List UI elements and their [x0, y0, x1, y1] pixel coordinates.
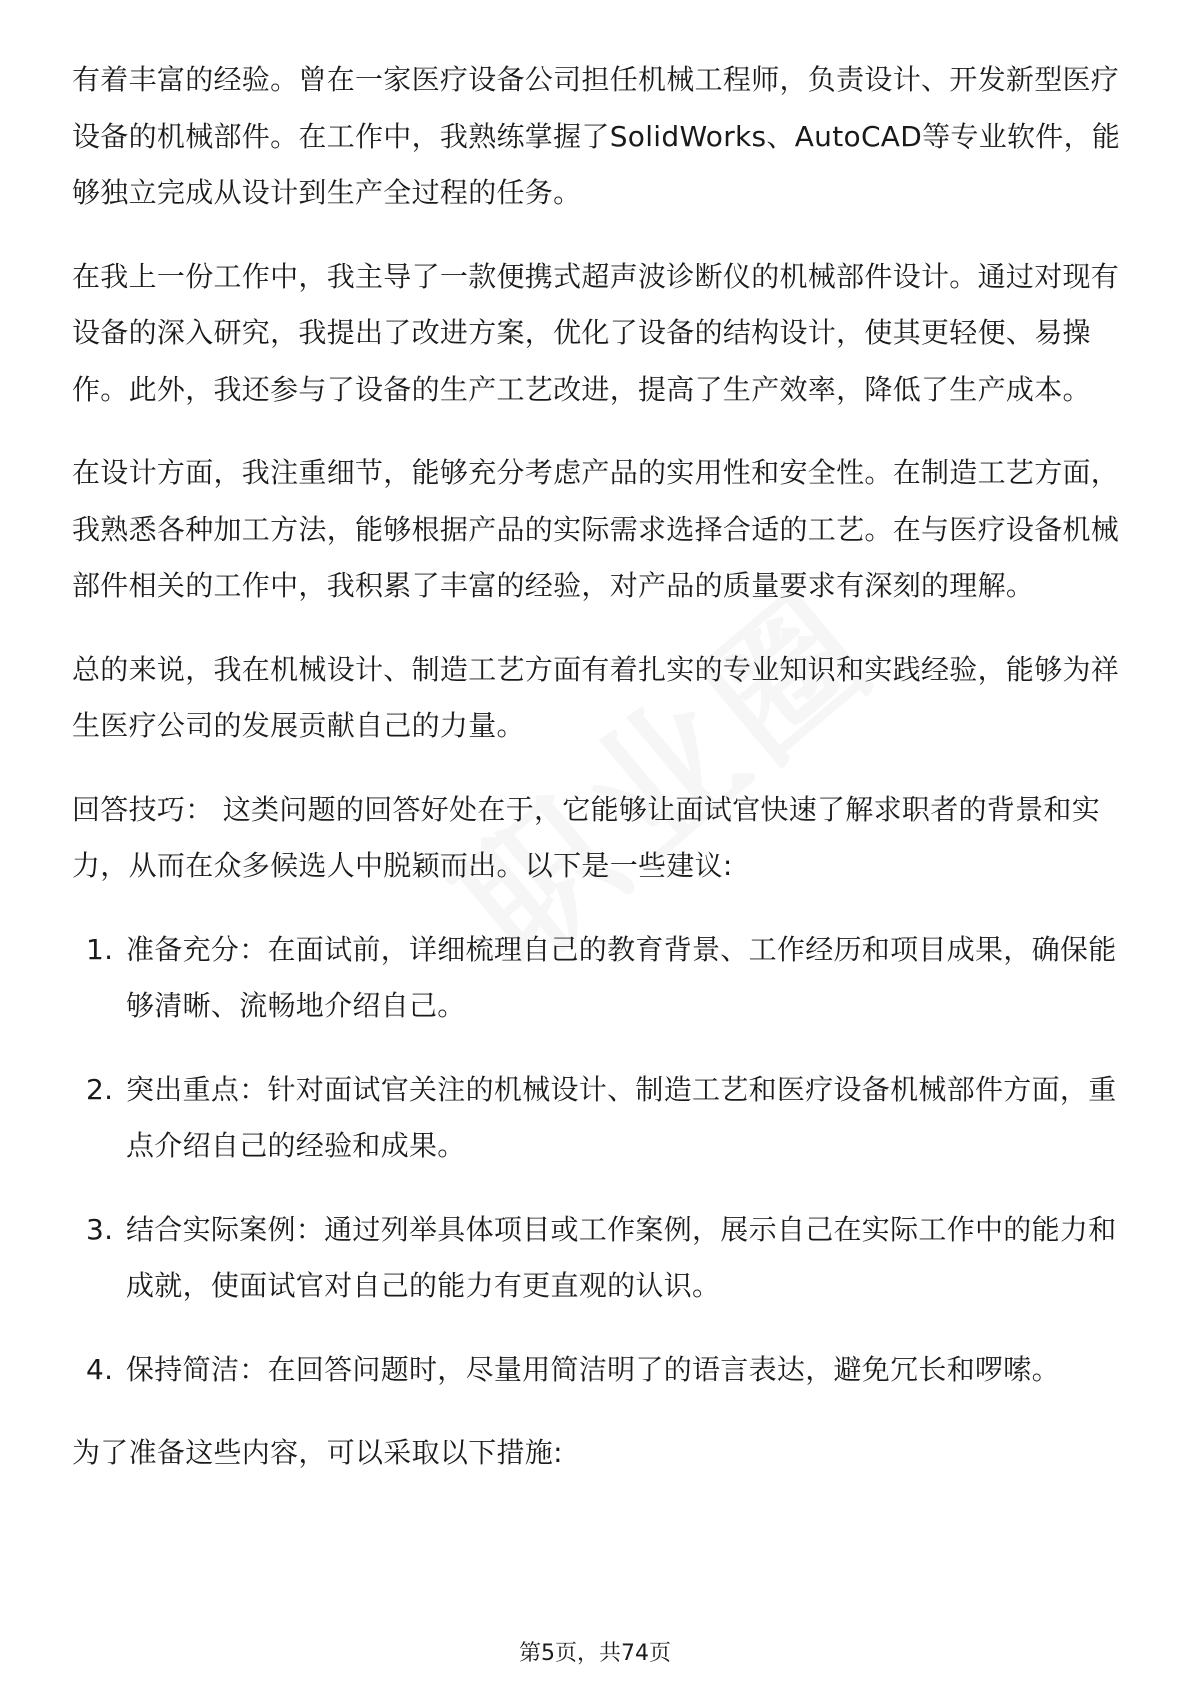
paragraph-summary: 总的来说，我在机械设计、制造工艺方面有着扎实的专业知识和实践经验，能够为祥生医疗公司的发展贡献自己的力量。 [72, 652, 1120, 742]
document-body [72, 52, 1122, 1509]
list-number: 3. [86, 1212, 114, 1246]
list-item [72, 1342, 1122, 1399]
tips-list [72, 922, 1122, 1399]
list-number: 1. [86, 932, 114, 966]
paragraph-answer-tips: 回答技巧： 这类问题的回答好处在于，它能够让面试官快速了解求职者的背景和实力，从而在众多候选人中脱颖而出。以下是一些建议: [72, 792, 1101, 882]
paragraph-previous-job: 在我上一份工作中，我主导了一款便携式超声波诊断仪的机械部件设计。通过对现有设备的深入研究，我提出了改进方案，优化了设备的结构设计，使其更轻便、易操作。此外，我还参与了设备的生产工艺改进，提高了生产效率，降低了生产成本。 [72, 259, 1120, 406]
paragraph-closing: 为了准备这些内容，可以采取以下措施: [72, 1436, 563, 1469]
list-item [72, 1062, 1122, 1175]
list-number: 2. [86, 1072, 114, 1106]
list-text: 结合实际案例：通过列举具体项目或工作案例，展示自己在实际工作中的能力和成就，使面试官对自己的能力有更直观的认识。 [126, 1212, 1117, 1302]
list-number: 4. [86, 1352, 114, 1386]
page-number-footer: 第5页，共74页 [519, 1641, 671, 1666]
list-text: 准备充分：在面试前，详细梳理自己的教育背景、工作经历和项目成果，确保能够清晰、流畅地介绍自己。 [126, 932, 1117, 1022]
list-item [72, 1202, 1122, 1315]
list-item [72, 922, 1122, 1035]
paragraph-experience: 有着丰富的经验。曾在一家医疗设备公司担任机械工程师，负责设计、开发新型医疗设备的机械部件。在工作中，我熟练掌握了SolidWorks、AutoCAD等专业软件，能够独立完成从设计到生产全过程的任务。 [72, 63, 1121, 209]
list-text: 突出重点：针对面试官关注的机械设计、制造工艺和医疗设备机械部件方面，重点介绍自己的经验和成果。 [126, 1072, 1117, 1162]
list-text: 保持简洁：在回答问题时，尽量用简洁明了的语言表达，避免冗长和啰嗦。 [126, 1352, 1060, 1386]
paragraph-design-skills: 在设计方面，我注重细节，能够充分考虑产品的实用性和安全性。在制造工艺方面，我熟悉各种加工方法，能够根据产品的实际需求选择合适的工艺。在与医疗设备机械部件相关的工作中，我积累了丰富的经验，对产品的质量要求有深刻的理解。 [72, 456, 1120, 602]
